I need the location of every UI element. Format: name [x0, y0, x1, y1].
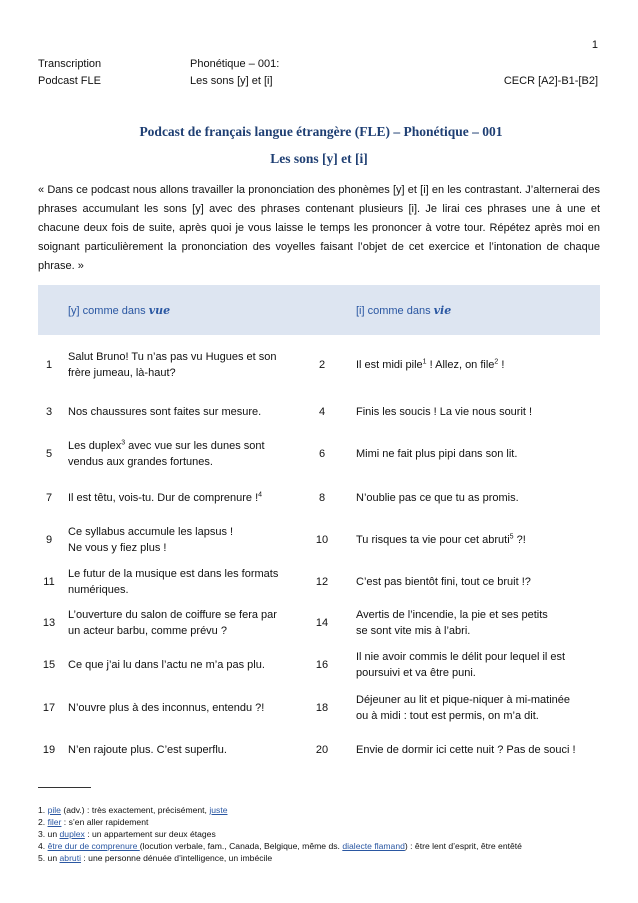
sentence-i	[356, 357, 600, 373]
sentence-i-line2: poursuivi et va être puni.	[356, 667, 476, 679]
sentence-i-text: Tu risques ta vie pour cet abruti	[356, 534, 510, 546]
sentence-i	[356, 607, 600, 639]
row-number-i: 4	[318, 406, 326, 418]
footnote	[38, 840, 602, 852]
footnote-separator	[38, 787, 91, 788]
header-podcast: Podcast FLE	[38, 75, 101, 87]
sentence-i-text: Avertis de l’incendie, la pie et ses petits	[356, 609, 548, 621]
footnote-link[interactable]: être dur de comprenure	[47, 841, 140, 851]
sentence-i	[356, 649, 600, 681]
footnote-link[interactable]: pile	[47, 805, 61, 815]
intro-paragraph: « Dans ce podcast nous allons travailler la prononciation des phonèmes [y] et [i] en les contrastant. J’alternerai des phrases accumulant les sons [y] avec des phrases contenant plusieurs [i]. Je lirai ces phrases une à une et chacune deux fois de suite, après quoi je vous laisse le temps les prononcer à votre tour. Répétez après moi en soignant particulièrement la prononciation des voyelles faisant l’objet de cet exercice et l’intonation de chaque phrase. »	[38, 184, 600, 272]
sentence-y-text: Salut Bruno! Tu n’as pas vu Hugues et son	[68, 351, 277, 363]
footnotes	[38, 804, 602, 864]
table-header	[38, 285, 600, 335]
sentence-i	[356, 404, 600, 420]
sentence-i-text-cont: ! Allez, on file	[426, 359, 495, 371]
footnote-ref: 3	[121, 439, 126, 447]
header-center	[190, 56, 279, 90]
footnote-link[interactable]: duplex	[59, 829, 85, 839]
sentence-y	[68, 607, 306, 639]
header-transcription: Transcription	[38, 58, 102, 70]
row-number-i: 14	[315, 617, 329, 629]
table-row	[38, 731, 600, 769]
sentence-i-text: Envie de dormir ici cette nuit ? Pas de souci !	[356, 744, 576, 756]
footnote-ref: 2	[494, 358, 499, 366]
table-row	[38, 335, 600, 395]
sentence-y-text: Le futur de la musique est dans les formats	[68, 568, 279, 580]
sentence-i-line2: ou à midi : tout est permis, on m’a dit.	[356, 710, 539, 722]
sentence-i	[356, 532, 600, 548]
footnote-link[interactable]: abruti	[59, 853, 82, 863]
sentence-y	[68, 566, 306, 598]
sentence-i-text: Déjeuner au lit et pique-niquer à mi-matinée	[356, 694, 571, 706]
table-row	[38, 601, 600, 645]
page-title	[0, 118, 638, 172]
footnote-text: : un appartement sur deux étages	[84, 829, 216, 839]
sentence-y	[68, 657, 306, 673]
row-number-i: 20	[315, 744, 329, 756]
sentence-y-text: Nos chaussures sont faites sur mesure.	[68, 406, 262, 418]
sentence-i-text: C’est pas bientôt fini, tout ce bruit !?	[356, 576, 531, 588]
row-number-y: 15	[42, 659, 56, 671]
row-number-y: 7	[45, 492, 53, 504]
sentence-i	[356, 692, 600, 724]
sentence-i	[356, 742, 600, 758]
sentence-y-line2: vendus aux grandes fortunes.	[68, 456, 213, 468]
column-header-i-word: vie	[433, 304, 452, 317]
column-header-i	[356, 304, 451, 317]
column-header-i-text: [i] comme dans	[356, 305, 434, 317]
title-line-2: Les sons [y] et [i]	[270, 151, 368, 166]
row-number-y: 11	[43, 576, 55, 588]
sentence-y-text: N’en rajoute plus. C’est superflu.	[68, 744, 227, 756]
table-row	[38, 685, 600, 731]
sentence-y	[68, 490, 306, 506]
row-number-y: 5	[45, 448, 53, 460]
footnote-text: (locution verbale, fam., Canada, Belgique, même ds.	[139, 841, 343, 851]
footnote-prefix: 5. un	[38, 853, 60, 863]
sentence-y	[68, 742, 306, 758]
sentence-y	[68, 700, 306, 716]
sentence-i-text-end: !	[498, 359, 505, 371]
sentence-y-text: Il est têtu, vois-tu. Dur de comprenure !	[68, 492, 259, 504]
sentence-y-line2: frère jumeau, là-haut?	[68, 367, 176, 379]
footnote-prefix: 2.	[38, 817, 48, 827]
row-number-i: 8	[318, 492, 326, 504]
sentence-y-text: Ce syllabus accumule les lapsus !	[68, 526, 234, 538]
header-level: CECR [A2]-B1-[B2]	[503, 75, 598, 87]
sentence-y	[68, 524, 306, 556]
footnote-ref: 1	[422, 358, 427, 366]
sentence-i	[356, 446, 600, 462]
sentence-y	[68, 438, 306, 470]
sentence-y	[68, 349, 306, 381]
sentence-y-text: N’ouvre plus à des inconnus, entendu ?!	[68, 702, 265, 714]
sentence-y-line2: Ne vous y fiez plus !	[68, 542, 167, 554]
table-row	[38, 517, 600, 563]
row-number-i: 16	[315, 659, 329, 671]
title-line-1: Podcast de français langue étrangère (FLE) – Phonétique – 001	[139, 124, 503, 139]
row-number-i: 2	[318, 359, 326, 371]
sentence-i-text: Finis les soucis ! La vie nous sourit !	[356, 406, 533, 418]
footnote-ref: 5	[509, 533, 514, 541]
table-row	[38, 563, 600, 601]
footnote-text: : une personne dénuée d’intelligence, un imbécile	[81, 853, 273, 863]
column-header-y-text: [y] comme dans	[68, 305, 149, 317]
footnote	[38, 828, 602, 840]
sentence-y-text: Les duplex	[68, 440, 122, 452]
footnote-prefix: 3. un	[38, 829, 60, 839]
footnote-prefix: 1.	[38, 805, 48, 815]
sentence-y-line2: un acteur barbu, comme prévu ?	[68, 625, 227, 637]
row-number-y: 19	[42, 744, 56, 756]
footnote	[38, 816, 602, 828]
sentence-y-text: Ce que j’ai lu dans l’actu ne m’a pas plu.	[68, 659, 265, 671]
sentence-i	[356, 574, 600, 590]
row-number-y: 9	[45, 534, 53, 546]
sentence-y-text: L’ouverture du salon de coiffure se fera par	[68, 609, 277, 621]
table-row	[38, 395, 600, 429]
footnote-text-end: ) : être lent d’esprit, être entêté	[404, 841, 522, 851]
footnote-link[interactable]: dialecte flamand	[342, 841, 405, 851]
sentence-y-line2: numériques.	[68, 584, 129, 596]
footnote-link[interactable]: filer	[47, 817, 62, 827]
row-number-y: 17	[42, 702, 56, 714]
table-row	[38, 429, 600, 479]
sentence-y-text-cont: avec vue sur les dunes sont	[125, 440, 265, 452]
row-number-i: 12	[315, 576, 329, 588]
footnote-prefix: 4.	[38, 841, 48, 851]
table-body	[38, 335, 600, 769]
page-number: 1	[591, 39, 598, 51]
exercise-table	[38, 285, 600, 769]
sentence-i-text-cont: ?!	[513, 534, 526, 546]
footnote-link[interactable]: juste	[209, 805, 228, 815]
footnote	[38, 852, 602, 864]
sentence-i-text: Mimi ne fait plus pipi dans son lit.	[356, 448, 518, 460]
row-number-i: 10	[315, 534, 329, 546]
sentence-i-text: N’oublie pas ce que tu as promis.	[356, 492, 519, 504]
sentence-i-text: Il est midi pile	[356, 359, 423, 371]
row-number-y: 1	[45, 359, 53, 371]
sentence-i-text: Il nie avoir commis le délit pour lequel il est	[356, 651, 566, 663]
row-number-y: 13	[42, 617, 56, 629]
table-row	[38, 479, 600, 517]
footnote-text: : s’en aller rapidement	[61, 817, 149, 827]
table-row	[38, 645, 600, 685]
sentence-y	[68, 404, 306, 420]
row-number-i: 18	[315, 702, 329, 714]
footnote-ref: 4	[258, 491, 263, 499]
row-number-y: 3	[45, 406, 53, 418]
footnote-text: (adv.) : très exactement, précisément,	[60, 805, 210, 815]
sentence-i-line2: se sont vite mis à l’abri.	[356, 625, 471, 637]
header-left	[38, 56, 101, 90]
header-phonetique: Phonétique – 001:	[190, 58, 280, 70]
footnote	[38, 804, 602, 816]
column-header-y	[68, 304, 170, 317]
row-number-i: 6	[318, 448, 326, 460]
column-header-y-word: vue	[148, 304, 171, 317]
header-sons: Les sons [y] et [i]	[190, 75, 273, 87]
sentence-i	[356, 490, 600, 506]
